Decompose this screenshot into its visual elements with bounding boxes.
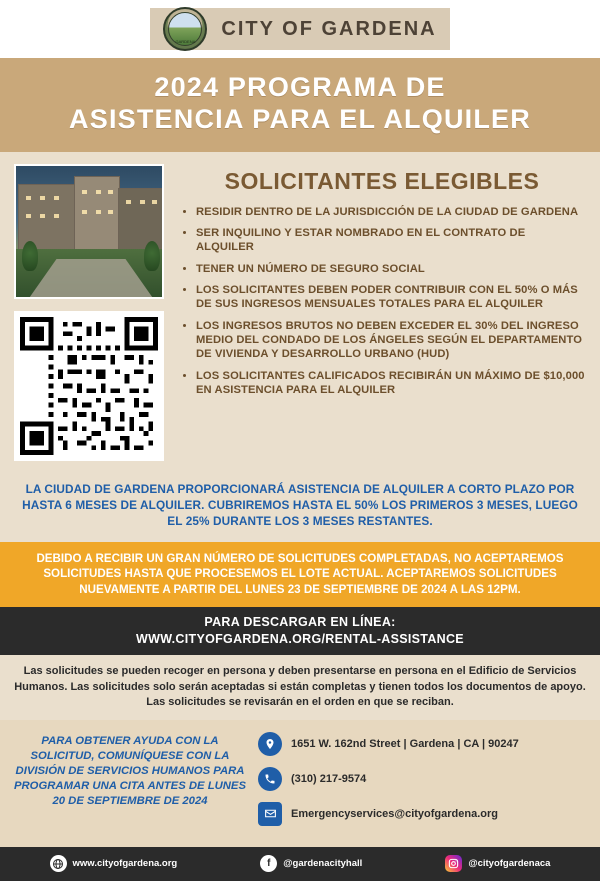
eligibility-list: [178, 205, 586, 398]
apartment-photo: [14, 164, 164, 299]
location-pin-icon: [258, 732, 282, 756]
envelope-icon: [258, 802, 282, 826]
list-item: • LOS SOLICITANTES DEBEN PODER CONTRIBUIR CON EL 50% O MÁS DE SUS INGRESOS MENSUALES TOTALES PARA EL ALQUILER: [196, 283, 586, 312]
submission-note: Las solicitudes se pueden recoger en persona y deben presentarse en persona en el Edificio de Servicios Humanos. Las solicitudes solo serán aceptadas si están completas y tienen todos los documentos de apoyo. Las solicitudes se revisarán en el orden en que se reciban.: [0, 655, 600, 720]
website-text: www.cityofgardena.org: [72, 858, 178, 870]
download-url[interactable]: WWW.CITYOFGARDENA.ORG/RENTAL-ASSISTANCE: [136, 632, 464, 647]
left-column: [14, 164, 164, 461]
list-item: • LOS INGRESOS BRUTOS NO DEBEN EXCEDER EL 30% DEL INGRESO MEDIO DEL CONDADO DE LOS ÁNGELES SEGÚN EL DEPARTAMENTO DE VIVIENDA Y DESARROLLO URBANO (HUD): [196, 319, 586, 362]
help-text: PARA OBTENER AYUDA CON LA SOLICITUD, COMUNÍQUESE CON LA DIVISIÓN DE SERVICIOS HUMANOS PARA PROGRAMAR UNA CITA ANTES DE LUNES 20 DE SEPTIEMBRE DE 2024: [13, 734, 246, 807]
building-right: [118, 188, 164, 250]
phone-icon: [258, 767, 282, 791]
list-item: • TENER UN NÚMERO DE SEGURO SOCIAL: [196, 262, 586, 276]
email-text[interactable]: Emergencyservices@cityofgardena.org: [291, 807, 498, 820]
program-terms-text: LA CIUDAD DE GARDENA PROPORCIONARÁ ASISTENCIA DE ALQUILER A CORTO PLAZO POR HASTA 6 MESES DE ALQUILER. CUBRIREMOS HASTA EL 50% LOS PRIMEROS 3 MESES, LUEGO EL 25% DURANTE LOS 3 MESES RESTANTES.: [0, 471, 600, 542]
address-row: [258, 732, 590, 756]
list-item: • SER INQUILINO Y ESTAR NOMBRADO EN EL CONTRATO DE ALQUILER: [196, 226, 586, 255]
list-item: • LOS SOLICITANTES CALIFICADOS RECIBIRÁN UN MÁXIMO DE $10,000 EN ASISTENCIA PARA EL ALQUILER: [196, 369, 586, 398]
title-line-1: 2024 PROGRAMA DE: [154, 72, 446, 102]
instagram-item[interactable]: [445, 855, 550, 872]
top-row: [14, 164, 586, 461]
header: [0, 0, 600, 58]
contact-details: [258, 730, 590, 837]
contact-section: [0, 720, 600, 847]
phone-row: [258, 767, 590, 791]
footer: [0, 847, 600, 881]
address-text: 1651 W. 162nd Street | Gardena | CA | 90247: [291, 737, 519, 750]
city-seal-inner: GARDENA: [168, 12, 202, 46]
phone-text[interactable]: (310) 217-9574: [291, 772, 367, 785]
email-row: [258, 802, 590, 826]
website-item[interactable]: [50, 855, 178, 872]
download-label: PARA DESCARGAR EN LÍNEA:: [204, 615, 396, 630]
eligibility-heading: SOLICITANTES ELEGIBLES: [224, 167, 540, 194]
list-item: • RESIDIR DENTRO DE LA JURISDICCIÓN DE LA CIUDAD DE GARDENA: [196, 205, 586, 219]
download-band: [0, 607, 600, 655]
facebook-item[interactable]: [260, 855, 362, 872]
body-panel: [0, 152, 600, 471]
qr-code[interactable]: [14, 311, 164, 461]
globe-icon: [50, 855, 67, 872]
instagram-icon: [445, 855, 462, 872]
facebook-text: @gardenacityhall: [283, 858, 363, 870]
facebook-icon: f: [260, 855, 277, 872]
instagram-text: @cityofgardenaca: [468, 858, 551, 870]
city-name: CITY OF GARDENA: [221, 17, 437, 40]
title-band: [0, 58, 600, 152]
title-line-2: ASISTENCIA PARA EL ALQUILER: [69, 103, 531, 134]
application-notice: DEBIDO A RECIBIR UN GRAN NÚMERO DE SOLICITUDES COMPLETADAS, NO ACEPTAREMOS SOLICITUDES HASTA QUE PROCESEMOS EL LOTE ACTUAL. ACEPTAREMOS SOLICITUDES NUEVAMENTE A PARTIR DEL LUNES 23 DE SEPTIEMBRE DE 2024 A LAS 12PM.: [0, 542, 600, 608]
right-column: [178, 164, 586, 461]
